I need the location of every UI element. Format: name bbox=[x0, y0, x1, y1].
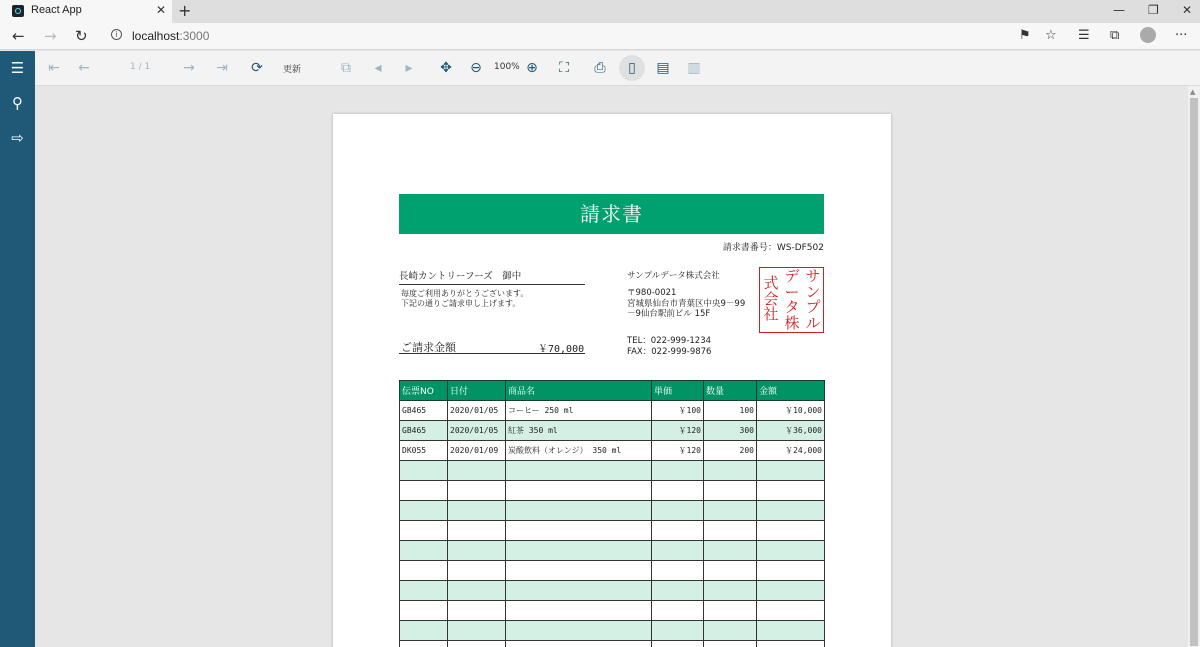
table-row bbox=[400, 601, 825, 621]
collections-icon[interactable]: ⧉ bbox=[1110, 28, 1120, 43]
table-cell bbox=[400, 641, 448, 647]
table-cell: ￥24,000 bbox=[757, 441, 825, 461]
total-label: ご請求金額 bbox=[401, 341, 456, 354]
table-row bbox=[400, 481, 825, 501]
table-cell bbox=[506, 601, 652, 621]
company-name: サンプルデータ株式会社 bbox=[627, 271, 720, 281]
table-cell bbox=[652, 601, 704, 621]
table-cell: ￥10,000 bbox=[757, 401, 825, 421]
vertical-scrollbar[interactable] bbox=[1188, 86, 1200, 647]
table-cell bbox=[448, 501, 506, 521]
table-cell: 2020/01/05 bbox=[448, 421, 506, 441]
more-menu-icon[interactable]: ··· bbox=[1175, 28, 1188, 43]
table-cell bbox=[400, 561, 448, 581]
table-cell bbox=[506, 561, 652, 581]
reload-icon[interactable]: ↻ bbox=[75, 27, 88, 45]
table-cell bbox=[704, 621, 757, 641]
greeting-line-1: 毎度ご利用ありがとうございます。 bbox=[401, 289, 529, 298]
table-cell: 2020/01/05 bbox=[448, 401, 506, 421]
table-cell: 2020/01/09 bbox=[448, 441, 506, 461]
address-line-2: －9仙台駅前ビル 15F bbox=[627, 309, 711, 319]
table-row bbox=[400, 581, 825, 601]
minimize-button[interactable]: — bbox=[1113, 3, 1125, 17]
table-cell bbox=[757, 621, 825, 641]
table-cell bbox=[704, 641, 757, 647]
table-cell bbox=[448, 541, 506, 561]
scrollbar-thumb[interactable] bbox=[1190, 98, 1198, 646]
favorite-star-icon[interactable]: ☆ bbox=[1045, 28, 1057, 43]
table-cell bbox=[757, 481, 825, 501]
table-cell: 紅茶 350 ml bbox=[506, 421, 652, 441]
table-cell bbox=[652, 641, 704, 647]
table-cell bbox=[506, 621, 652, 641]
company-address bbox=[627, 288, 745, 320]
two-page-view-icon[interactable]: ▥ bbox=[687, 60, 701, 76]
zoom-out-icon[interactable]: ⊖ bbox=[470, 60, 482, 76]
page-indicator[interactable]: 1 / 1 bbox=[130, 62, 151, 72]
table-cell: GB465 bbox=[400, 421, 448, 441]
tab-title: React App bbox=[31, 4, 82, 16]
table-cell bbox=[652, 521, 704, 541]
table-cell bbox=[506, 541, 652, 561]
table-row bbox=[400, 521, 825, 541]
customer-name: 長崎カントリーフーズ 御中 bbox=[399, 268, 585, 285]
table-cell bbox=[757, 561, 825, 581]
postal-code: 〒980-0021 bbox=[627, 288, 677, 298]
table-cell bbox=[448, 581, 506, 601]
fax-number: FAX：022-999-9876 bbox=[627, 346, 712, 357]
table-cell bbox=[400, 501, 448, 521]
new-tab-button[interactable]: + bbox=[178, 1, 192, 20]
company-seal-stamp: サ ン プ ル デ ー タ 株 式 会 社 bbox=[759, 267, 824, 333]
single-page-view-icon[interactable]: ▯ bbox=[628, 60, 636, 76]
total-underline bbox=[399, 353, 585, 354]
table-cell bbox=[506, 461, 652, 481]
table-cell bbox=[652, 481, 704, 501]
table-cell bbox=[757, 501, 825, 521]
table-cell bbox=[400, 541, 448, 561]
react-favicon-icon bbox=[12, 5, 24, 17]
table-cell bbox=[704, 601, 757, 621]
url-field[interactable] bbox=[100, 26, 1100, 47]
table-row bbox=[400, 621, 825, 641]
tel-number: TEL：022-999-1234 bbox=[627, 336, 712, 346]
table-cell bbox=[652, 501, 704, 521]
back-icon[interactable]: ← bbox=[12, 27, 25, 45]
table-cell bbox=[757, 521, 825, 541]
table-cell bbox=[400, 581, 448, 601]
table-cell bbox=[506, 641, 652, 647]
pan-icon[interactable]: ✥ bbox=[440, 60, 452, 76]
table-cell bbox=[400, 521, 448, 541]
tab-close-icon[interactable]: ✕ bbox=[156, 3, 167, 17]
table-cell: ￥120 bbox=[652, 421, 704, 441]
restore-button[interactable]: ❐ bbox=[1148, 3, 1159, 17]
browser-tab[interactable] bbox=[0, 0, 172, 23]
table-header-row bbox=[400, 381, 825, 401]
table-cell bbox=[757, 641, 825, 647]
table-cell: 炭酸飲料（オレンジ） 350 ml bbox=[506, 441, 652, 461]
first-page-icon[interactable]: ⇤ bbox=[48, 60, 60, 76]
greeting-text bbox=[401, 289, 528, 309]
url-text: localhost:3000 bbox=[132, 29, 210, 43]
print-icon[interactable]: ⎙ bbox=[594, 60, 606, 76]
table-cell bbox=[704, 581, 757, 601]
invoice-title: 請求書 bbox=[399, 194, 824, 234]
table-row bbox=[400, 561, 825, 581]
tab-strip bbox=[0, 0, 1200, 23]
table-row bbox=[400, 401, 825, 421]
table-cell bbox=[704, 541, 757, 561]
company-contact bbox=[627, 336, 711, 357]
table-cell: DK055 bbox=[400, 441, 448, 461]
export-icon[interactable]: ⇨ bbox=[11, 129, 24, 147]
table-row bbox=[400, 501, 825, 521]
table-row bbox=[400, 641, 825, 647]
table-cell: GB465 bbox=[400, 401, 448, 421]
table-cell bbox=[448, 641, 506, 647]
search-icon[interactable]: ⚲ bbox=[12, 94, 23, 112]
table-cell bbox=[400, 461, 448, 481]
table-cell bbox=[400, 601, 448, 621]
column-header: 日付 bbox=[448, 381, 506, 401]
last-page-icon[interactable]: ⇥ bbox=[216, 60, 228, 76]
table-cell: コーヒー 250 ml bbox=[506, 401, 652, 421]
viewer-toolbar bbox=[35, 51, 1200, 86]
scroll-up-icon[interactable]: ▲ bbox=[1190, 88, 1196, 96]
table-cell bbox=[400, 481, 448, 501]
table-cell bbox=[652, 581, 704, 601]
table-cell bbox=[704, 561, 757, 581]
menu-icon[interactable]: ☰ bbox=[10, 59, 25, 77]
table-row bbox=[400, 441, 825, 461]
total-value: ￥70,000 bbox=[538, 344, 585, 355]
invoice-number: 請求書番号：WS-DF502 bbox=[722, 243, 824, 253]
table-cell: ￥36,000 bbox=[757, 421, 825, 441]
previous-page-icon[interactable]: ← bbox=[78, 60, 90, 76]
column-header: 伝票NO bbox=[400, 381, 448, 401]
refresh-label[interactable]: 更新 bbox=[283, 65, 302, 75]
table-cell bbox=[704, 501, 757, 521]
table-cell bbox=[757, 601, 825, 621]
copy-icon[interactable]: ⧉ bbox=[341, 60, 351, 76]
favorites-list-icon[interactable]: ☰ bbox=[1078, 28, 1090, 43]
table-cell bbox=[704, 481, 757, 501]
table-cell: ￥120 bbox=[652, 441, 704, 461]
zoom-in-icon[interactable]: ⊕ bbox=[526, 60, 538, 76]
table-cell bbox=[757, 541, 825, 561]
next-page-icon[interactable]: → bbox=[183, 60, 195, 76]
refresh-icon[interactable]: ⟳ bbox=[251, 60, 263, 76]
table-cell bbox=[448, 461, 506, 481]
column-header: 単価 bbox=[652, 381, 704, 401]
table-cell bbox=[757, 461, 825, 481]
table-cell bbox=[506, 481, 652, 501]
report-page bbox=[333, 114, 891, 647]
table-row bbox=[400, 461, 825, 481]
table-cell bbox=[448, 521, 506, 541]
address-line-1: 宮城県仙台市青葉区中央9－99 bbox=[627, 298, 746, 309]
table-cell bbox=[652, 461, 704, 481]
table-cell: 100 bbox=[704, 401, 757, 421]
continuous-view-icon[interactable]: ▤ bbox=[656, 60, 670, 76]
invoice-items-table bbox=[399, 380, 825, 647]
backward-icon[interactable]: ◂ bbox=[374, 60, 382, 76]
table-row bbox=[400, 541, 825, 561]
table-cell bbox=[652, 561, 704, 581]
table-cell bbox=[506, 501, 652, 521]
table-cell bbox=[652, 541, 704, 561]
table-row bbox=[400, 421, 825, 441]
table-cell bbox=[506, 521, 652, 541]
table-cell bbox=[652, 621, 704, 641]
table-cell bbox=[704, 521, 757, 541]
fullscreen-icon[interactable]: ⛶ bbox=[559, 60, 569, 76]
zoom-level[interactable]: 100% bbox=[494, 62, 520, 72]
address-bar-row bbox=[0, 23, 1200, 50]
report-viewport[interactable] bbox=[35, 86, 1188, 647]
forward-icon[interactable]: ▸ bbox=[405, 60, 413, 76]
close-window-button[interactable]: ✕ bbox=[1182, 3, 1193, 17]
table-cell bbox=[448, 481, 506, 501]
table-cell bbox=[448, 621, 506, 641]
table-cell: ￥100 bbox=[652, 401, 704, 421]
table-cell bbox=[506, 581, 652, 601]
site-info-icon[interactable]: i bbox=[111, 29, 122, 40]
table-cell bbox=[448, 561, 506, 581]
table-cell: 200 bbox=[704, 441, 757, 461]
column-header: 数量 bbox=[704, 381, 757, 401]
greeting-line-2: 下記の通りご請求申し上げます。 bbox=[401, 299, 521, 308]
translate-icon[interactable]: ⚑ bbox=[1019, 28, 1031, 43]
table-cell bbox=[757, 581, 825, 601]
column-header: 金額 bbox=[757, 381, 825, 401]
column-header: 商品名 bbox=[506, 381, 652, 401]
table-cell bbox=[704, 461, 757, 481]
forward-icon[interactable]: → bbox=[44, 27, 57, 45]
table-cell bbox=[400, 621, 448, 641]
table-cell bbox=[448, 601, 506, 621]
table-cell: 300 bbox=[704, 421, 757, 441]
profile-avatar[interactable] bbox=[1140, 27, 1156, 43]
viewer-sidebar bbox=[0, 51, 35, 647]
